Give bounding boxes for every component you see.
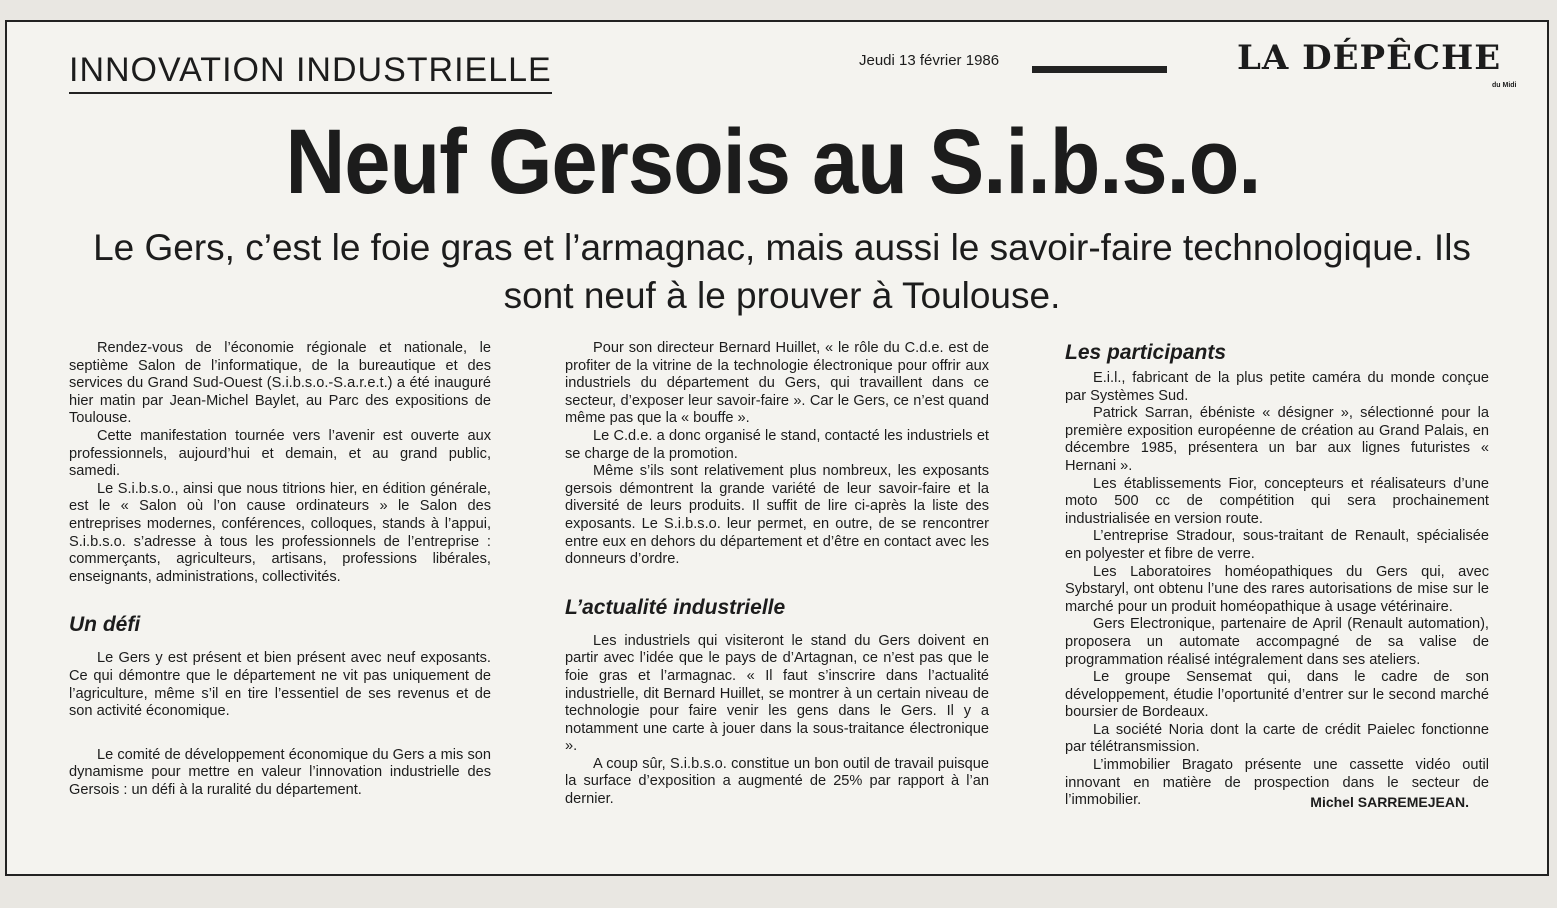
paragraph: Le C.d.e. a donc organisé le stand, contacté les industriels et se charge de la promotion.	[565, 427, 989, 462]
paragraph: Pour son directeur Bernard Huillet, « le rôle du C.d.e. est de profiter de la vitrine de la technologie électronique pour offrir aux industriels du département du Gers, qui travaillent dans ce secteur, d’exposer leur savoir-faire ». Car le Gers, ce n’est quand même pas que la « bouffe ».	[565, 340, 989, 427]
participant-item: Gers Electronique, partenaire de April (Renault automation), proposera un automate accompagné de sa valise de programmation réalisé intégralement dans ses ateliers.	[1065, 616, 1489, 668]
participant-item: E.i.l., fabricant de la plus petite caméra du monde conçue par Systèmes Sud.	[1065, 370, 1489, 404]
article-column-2	[565, 340, 989, 809]
paragraph: Cette manifestation tournée vers l’avenir est ouverte aux professionnels, aujourd’hui et demain, et au grand public, samedi.	[69, 427, 491, 480]
article-subheadline: Le Gers, c’est le foie gras et l’armagnac, mais aussi le savoir-faire technologique. Ils sont neuf à le prouver à Toulouse.	[93, 227, 1471, 316]
article-column-3	[1065, 340, 1489, 811]
intertitle-les-participants: Les participants	[1065, 341, 1227, 364]
participant-item: L’immobilier Bragato présente une cassette vidéo outil innovant en matière de prospection dans le secteur de l’immobilier.	[1065, 757, 1489, 809]
paragraph: Les industriels qui visiteront le stand du Gers doivent en partir avec l’idée que le pays de d’Artagnan, ce n’est pas que le foie gras et l’armagnac. « Il faut s’inscrire dans l’actualité industrielle, dit Bernard Huillet, se montrer à un certain niveau de technologie pour faire venir les gens dans le Gers. Il y a notamment une carte à jouer dans la sous-traitance électronique ».	[565, 632, 989, 755]
newspaper-clipping	[5, 20, 1549, 876]
publication-date: Jeudi 13 février 1986	[859, 52, 1000, 69]
participant-item: Les établissements Fior, concepteurs et réalisateurs d’une moto 500 cc de compétition qui sera prochainement industrialisée en version route.	[1065, 475, 1489, 527]
paragraph: Le Gers y est présent et bien présent avec neuf exposants. Ce qui démontre que le département ne vit pas uniquement de l’agriculture, même s’il en tire l’essentiel de ses revenus et de son activité économique.	[69, 650, 491, 720]
participant-item: Patrick Sarran, ébéniste « désigner », sélectionné pour la première exposition européenne de création au Grand Palais, en décembre 1985, présentera un bar aux lignes futuristes « Hernani ».	[1065, 405, 1489, 474]
paragraph: Rendez-vous de l’économie régionale et nationale, le septième Salon de l’informatique, de la bureautique et des services du Grand Sud-Ouest (S.i.b.s.o.-S.a.r.e.t.) a été inauguré hier matin par Jean-Michel Baylet, au Parc des expositions de Toulouse.	[69, 340, 491, 427]
intertitle-un-defi: Un défi	[69, 613, 141, 637]
intertitle-actualite-industrielle: L’actualité industrielle	[565, 595, 786, 619]
author-byline: Michel SARREMEJEAN.	[1310, 793, 1469, 810]
paragraph: A coup sûr, S.i.b.s.o. constitue un bon outil de travail puisque la surface d’exposition a augmenté de 25% par rapport à l’an dernier.	[565, 755, 989, 808]
article-column-1	[69, 340, 491, 799]
paragraph: Le comité de développement économique du Gers a mis son dynamisme pour mettre en valeur l’innovation industrielle des Gersois : un défi à la ruralité du département.	[69, 746, 491, 798]
participant-item: Le groupe Sensemat qui, dans le cadre de son développement, étudie l’oportunité d’entrer sur le second marché boursier de Bordeaux.	[1065, 669, 1489, 721]
article-headline: Neuf Gersois au S.i.b.s.o.	[285, 111, 1261, 213]
section-heading: INNOVATION INDUSTRIELLE	[69, 50, 552, 94]
newspaper-masthead: LA DÉPÊCHE	[1237, 38, 1502, 78]
masthead-subtitle: du Midi	[1492, 82, 1517, 89]
participant-item: Les Laboratoires homéopathiques du Gers qui, avec Sybstaryl, ont obtenu l’une des rares autorisations de mise sur le marché pour un produit homéopathique à usage vétérinaire.	[1065, 563, 1489, 615]
paragraph: Même s’ils sont relativement plus nombreux, les exposants gersois démontrent la grande variété de leur savoir-faire et la diversité de leurs produits. Il suffit de lire ci-après la liste des exposants. Le S.i.b.s.o. leur permet, en outre, de se rencontrer entre eux en dehors du département et d’être en contact avec les donneurs d’ordre.	[565, 463, 989, 568]
participant-item: L’entreprise Stradour, sous-traitant de Renault, spécialisée en polyester et fibre de verre.	[1065, 528, 1489, 562]
participant-item: La société Noria dont la carte de crédit Paielec fonctionne par télétransmission.	[1065, 721, 1489, 756]
date-rule	[1032, 66, 1167, 73]
paragraph: Le S.i.b.s.o., ainsi que nous titrions hier, en édition générale, est le « Salon où l’on cause ordinateurs » le Salon des entreprises modernes, conférences, colloques, stands à l’appui, S.i.b.s.o. s’adresse à tous les professionnels de l’entreprise : commerçants, agriculteurs, artisans, professions libérales, enseignants, administrations, collectivités.	[69, 480, 491, 585]
